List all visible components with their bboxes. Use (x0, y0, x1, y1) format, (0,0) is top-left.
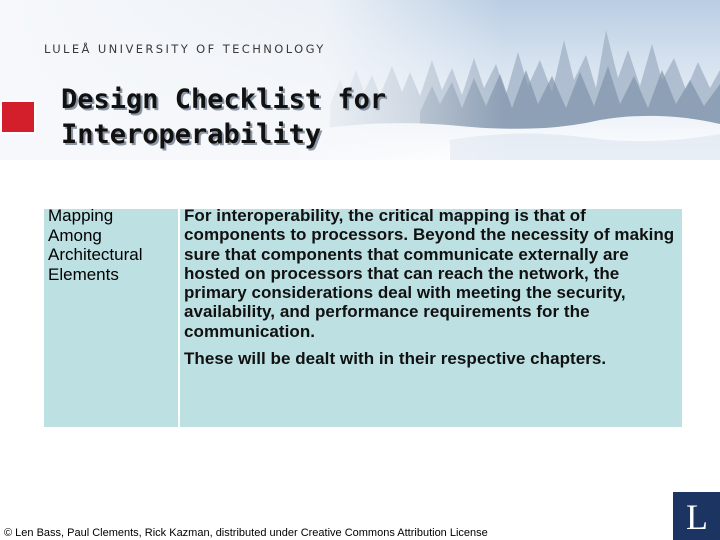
description-paragraph-1: For interoperability, the critical mapping is that of components to processors. Beyond the necessity of making sure that components that communicate externally are hosted on processors that can reach the network, the primary considerations deal with meeting the security, availability, and performance requirements for the communication. (184, 206, 675, 341)
header-banner (0, 0, 720, 160)
row-label-mapping: Mapping Among Architectural Elements (48, 206, 143, 284)
logo-letter: L (685, 498, 708, 534)
logo-letter-icon (679, 498, 715, 534)
row-description (184, 206, 682, 376)
copyright-footer: © Len Bass, Paul Clements, Rick Kazman, distributed under Creative Commons Attribution License (4, 527, 488, 539)
university-name: LULEÅ UNIVERSITY OF TECHNOLOGY (44, 42, 326, 56)
slide-title-line-1: Design Checklist for (61, 84, 387, 115)
column-divider (178, 209, 180, 427)
checklist-table (44, 206, 683, 427)
university-logo (673, 492, 720, 540)
slide-title-line-2: Interoperability (61, 119, 322, 150)
description-paragraph-2: These will be dealt with in their respective chapters. (184, 349, 607, 369)
accent-square (0, 100, 36, 134)
slide-title (61, 82, 386, 152)
